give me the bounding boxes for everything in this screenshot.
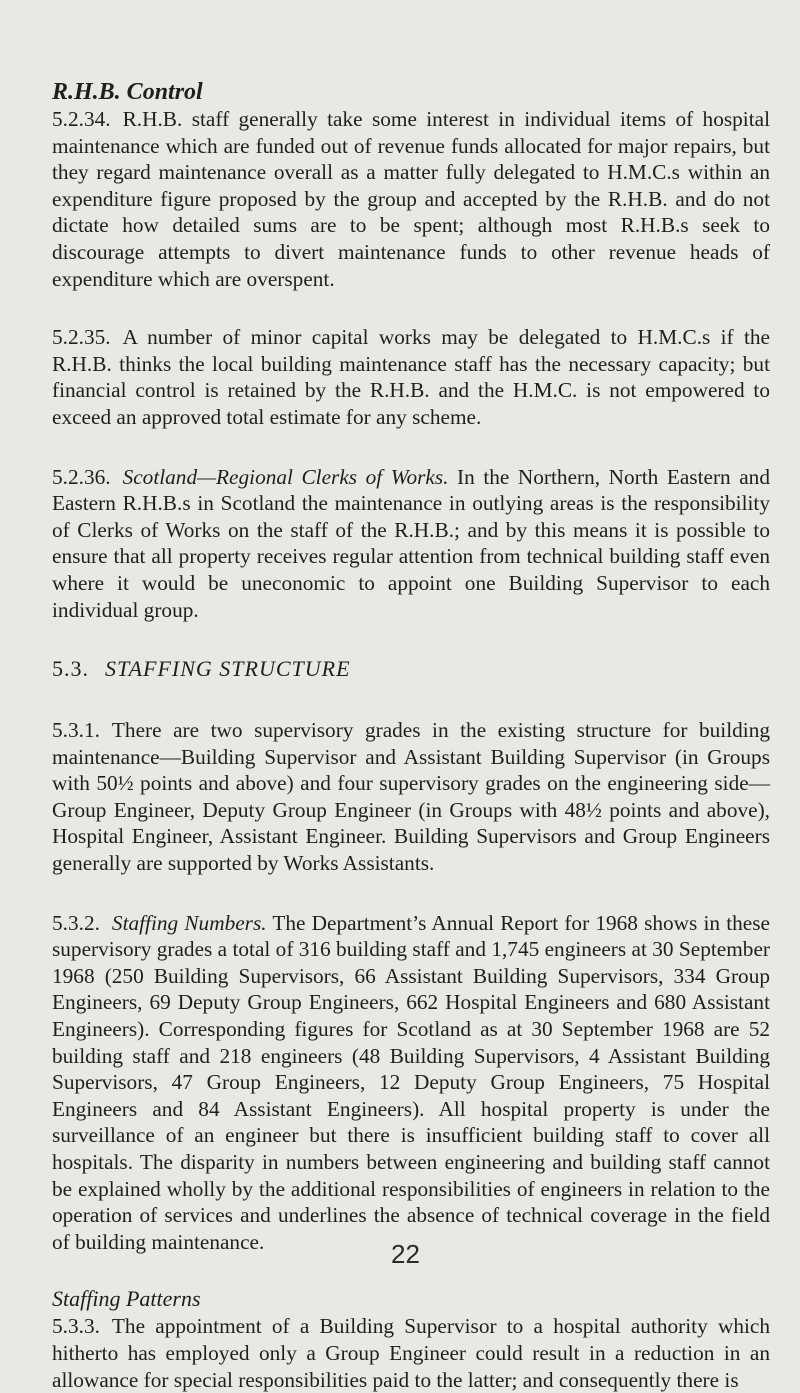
paragraph-number: 5.3.2. (52, 910, 100, 935)
paragraph-number: 5.3.3. (52, 1314, 100, 1339)
paragraph-text: A number of minor capital works may be delegated to H.M.C.s if the R.H.B. thinks the local building maintenance staff has the necessary capacity; but financial control is retained by the R.H.B. and the H.M.C. is not empowered to exceed an approved total estimate for any scheme. (52, 325, 770, 429)
paragraph-number: 5.3.1. (52, 718, 100, 743)
paragraph-text: In the Northern, North Eastern and Eastern R.H.B.s in Scotland the maintenance in outlying areas is the responsibility of Clerks of Works on the staff of the R.H.B.; and by this means it is possible to ensure that all property receives regular attention from technical building staff even where it would be uneconomic to appoint one Building Supervisor to each individual group. (52, 464, 770, 622)
paragraph-number: 5.2.34. (52, 107, 111, 131)
paragraph-text: There are two supervisory grades in the existing structure for building maintenance—Building Supervisor and Assistant Building Supervisor (in Groups with 50½ points and above) and four supervisory grades on the engineering side—Group Engineer, Deputy Group Engineer (in Groups with 48½ points and above), Hospital Engineer, Assistant Engineer. Building Supervisors and Group Engineers generally are supported by Works Assistants. (52, 718, 770, 876)
major-heading-title: STAFFING STRUCTURE (105, 656, 351, 682)
paragraph-title: Scotland—Regional Clerks of Works. (122, 464, 449, 489)
paragraph-5-2-35 (52, 324, 770, 430)
document-page (52, 78, 770, 1393)
paragraph-5-3-2 (52, 910, 770, 1256)
sub-heading: Staffing Patterns (52, 1286, 201, 1312)
paragraph-text: R.H.B. staff generally take some interest in individual items of hospital maintenance which are funded out of revenue funds allocated for major repairs, but they regard maintenance overall as a matter fully delegated to H.M.C.s within an expenditure figure proposed by the group and accepted by the R.H.B. and do not dictate how detailed sums are to be spent; although most R.H.B.s seek to discourage attempts to divert maintenance funds to other revenue heads of expenditure which are overspent. (52, 107, 770, 291)
section-heading: R.H.B. Control (52, 79, 203, 105)
page-number: 22 (391, 1239, 420, 1269)
paragraph-5-3-1 (52, 717, 770, 877)
major-heading-number: 5.3. (52, 656, 89, 682)
major-heading (52, 655, 770, 683)
paragraph-5-2-36 (52, 464, 770, 624)
paragraph-text: The Department’s Annual Report for 1968 shows in these supervisory grades a total of 316 building staff and 1,745 engineers at 30 September 1968 (250 Building Supervisors, 66 Assistant Building Supervisors, 334 Group Engineers, 69 Deputy Group Engineers, 662 Hospital Engineers and 680 Assistant Engineers). Corresponding figures for Scotland as at 30 September 1968 are 52 building staff and 218 engineers (48 Building Supervisors, 4 Assistant Building Supervisors, 47 Group Engineers, 12 Deputy Group Engineers, 75 Hospital Engineers and 84 Assistant Engineers). All hospital property is under the surveillance of an engineer but there is insufficient building staff to cover all hospitals. The disparity in numbers between engineering and building staff cannot be explained wholly by the additional responsibilities of engineers in relation to the operation of services and underlines the absence of technical coverage in the field of building maintenance. (52, 910, 770, 1254)
paragraph-5-2-34 (52, 106, 770, 292)
paragraph-number: 5.2.35. (52, 325, 111, 350)
paragraph-title: Staffing Numbers. (111, 910, 267, 935)
paragraph-5-3-3 (52, 1313, 770, 1393)
paragraph-number: 5.2.36. (52, 464, 111, 489)
paragraph-text: The appointment of a Building Supervisor to a hospital authority which hitherto has employed only a Group Engineer could result in a reduction in an allowance for special responsibilities paid to the latter; and consequently there is (52, 1314, 770, 1392)
